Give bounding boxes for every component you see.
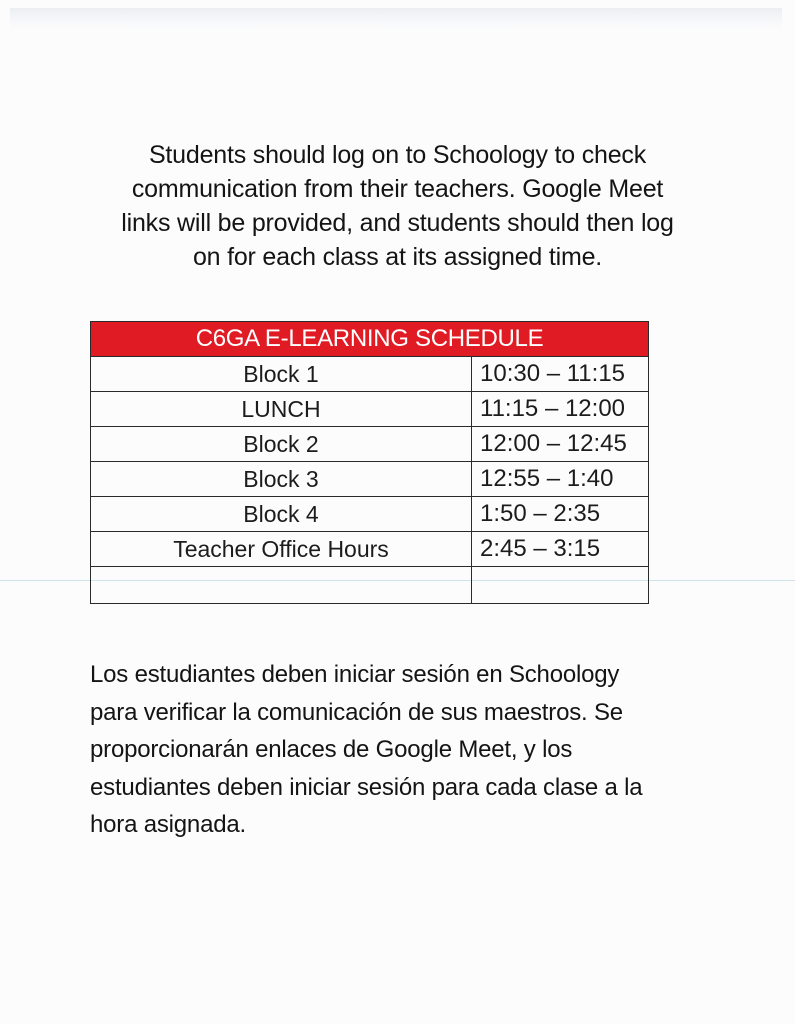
schedule-header-row — [91, 322, 649, 357]
period-label: Block 4 — [91, 497, 472, 532]
spanish-line: hora asignada. — [90, 811, 246, 838]
period-time: 2:45 – 3:15 — [472, 532, 649, 567]
period-label: Block 3 — [91, 462, 472, 497]
period-time — [472, 567, 649, 604]
period-time: 12:55 – 1:40 — [472, 462, 649, 497]
english-line: on for each class at its assigned time. — [192, 243, 603, 271]
table-row — [91, 532, 649, 567]
english-line: communication from their teachers. Google Meet — [131, 175, 664, 203]
table-row — [91, 357, 649, 392]
table-row — [91, 427, 649, 462]
english-line: links will be provided, and students should then log — [121, 209, 674, 237]
period-time: 11:15 – 12:00 — [472, 392, 649, 427]
spanish-line: estudiantes deben iniciar sesión para cada clase a la — [90, 773, 643, 801]
table-row — [91, 497, 649, 532]
period-time: 1:50 – 2:35 — [472, 497, 649, 532]
english-instructions — [90, 138, 705, 274]
e-learning-schedule-table — [90, 321, 649, 604]
period-time: 10:30 – 11:15 — [472, 357, 649, 392]
period-label: Teacher Office Hours — [91, 532, 472, 567]
period-time: 12:00 – 12:45 — [472, 427, 649, 462]
period-label: Block 1 — [91, 357, 472, 392]
spanish-line: para verificar la comunicación de sus maestros. Se — [90, 698, 623, 726]
period-label — [91, 567, 472, 604]
table-row — [91, 392, 649, 427]
scan-shadow — [10, 8, 782, 30]
spanish-instructions — [90, 656, 710, 844]
period-label: LUNCH — [91, 392, 472, 427]
table-row-empty — [91, 567, 649, 604]
schedule-title: C6GA E-LEARNING SCHEDULE — [91, 322, 649, 357]
spanish-line: Los estudiantes deben iniciar sesión en Schoology — [90, 661, 620, 688]
period-label: Block 2 — [91, 427, 472, 462]
table-row — [91, 462, 649, 497]
spanish-line: proporcionarán enlaces de Google Meet, y los — [90, 736, 573, 763]
english-line: Students should log on to Schoology to check — [148, 141, 647, 169]
